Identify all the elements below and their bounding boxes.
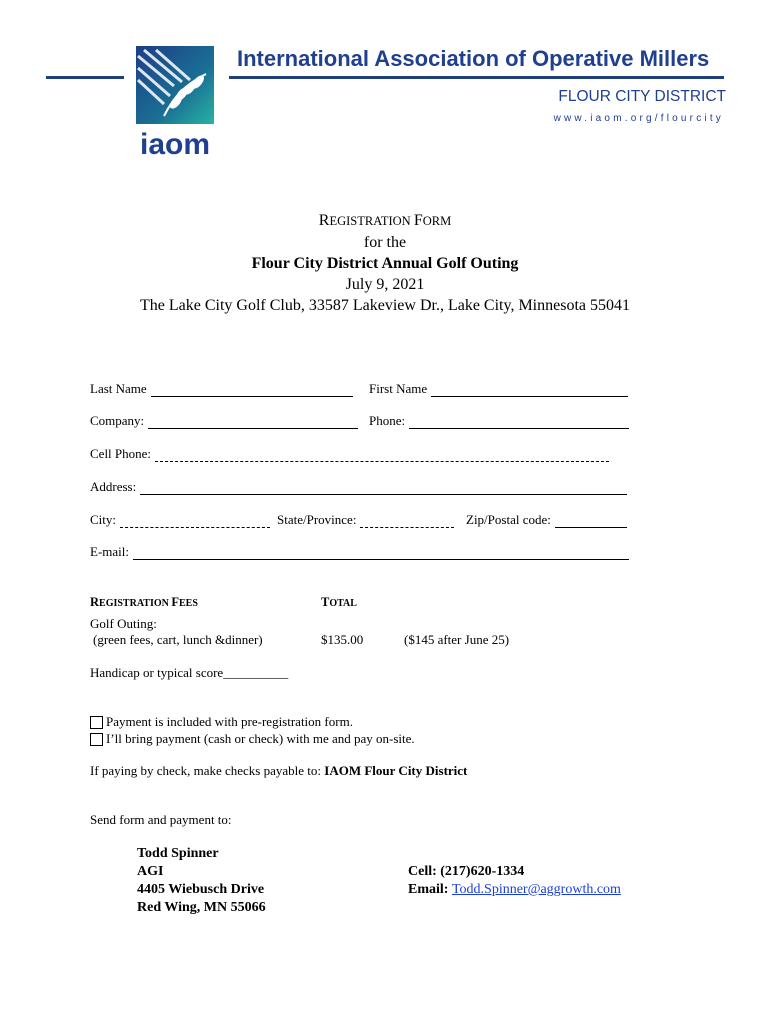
contact-street: 4405 Wiebusch Drive [137, 882, 265, 897]
zip-field[interactable]: Zip/Postal code: [466, 512, 627, 528]
contact-info [408, 863, 621, 899]
title-block [0, 210, 770, 316]
contact-address [137, 845, 266, 917]
district-url: www.iaom.org/flourcity [553, 113, 724, 124]
total-header: TOTAL [321, 595, 357, 609]
handicap-field[interactable]: Handicap or typical score__________ [90, 665, 289, 680]
company-field[interactable]: Company: [90, 413, 358, 429]
fee-price: $135.00 [321, 632, 364, 647]
city-field[interactable]: City: [90, 512, 270, 528]
pay-onsite-checkbox[interactable] [90, 733, 103, 746]
event-location: The Lake City Golf Club, 33587 Lakeview Dr., Lake City, Minnesota 55041 [140, 297, 630, 314]
fee-late-price: ($145 after June 25) [404, 632, 510, 647]
fee-item-label: Golf Outing: [90, 616, 157, 631]
contact-name: Todd Spinner [137, 846, 219, 861]
state-field[interactable]: State/Province: [277, 512, 454, 528]
fees-header: REGISTRATION FEES [90, 595, 198, 609]
contact-company: AGI [137, 864, 164, 879]
logo-wordmark: iaom [139, 128, 211, 156]
contact-cell: Cell: (217)620-1334 [408, 864, 525, 879]
cell-phone-field[interactable]: Cell Phone: [90, 446, 609, 462]
address-field[interactable]: Address: [90, 479, 627, 495]
send-to-label: Send form and payment to: [90, 812, 232, 827]
for-the: for the [363, 234, 407, 251]
payment-included-checkbox[interactable] [90, 716, 103, 729]
contact-email-link[interactable]: Todd.Spinner@aggrowth.com [451, 882, 621, 897]
pay-onsite-option[interactable]: I’ll bring payment (cash or check) with me and pay on-site. [90, 731, 415, 747]
event-name: Flour City District Annual Golf Outing [251, 255, 519, 272]
contact-city: Red Wing, MN 55066 [137, 900, 266, 915]
first-name-field[interactable]: First Name [369, 381, 628, 397]
last-name-field[interactable]: Last Name [90, 381, 353, 397]
phone-field[interactable]: Phone: [369, 413, 629, 429]
form-title: REGISTRATION FORM [318, 212, 452, 229]
payee: IAOM Flour City District [324, 763, 468, 778]
contact-email-row: Email: Todd.Spinner@aggrowth.com [408, 882, 621, 897]
check-note: If paying by check, make checks payable to: IAOM Flour City District [90, 763, 468, 778]
org-name: International Association of Operative Millers [237, 46, 710, 71]
email-field[interactable]: E-mail: [90, 544, 629, 560]
header-rule-left [46, 76, 124, 79]
event-date: July 9, 2021 [345, 276, 425, 293]
district-name: FLOUR CITY DISTRICT [558, 88, 726, 105]
header-rule-right [229, 76, 724, 79]
fee-item-detail: (green fees, cart, lunch &dinner) [93, 632, 263, 647]
iaom-logo [134, 46, 216, 156]
payment-included-option[interactable]: Payment is included with pre-registration form. [90, 714, 353, 730]
